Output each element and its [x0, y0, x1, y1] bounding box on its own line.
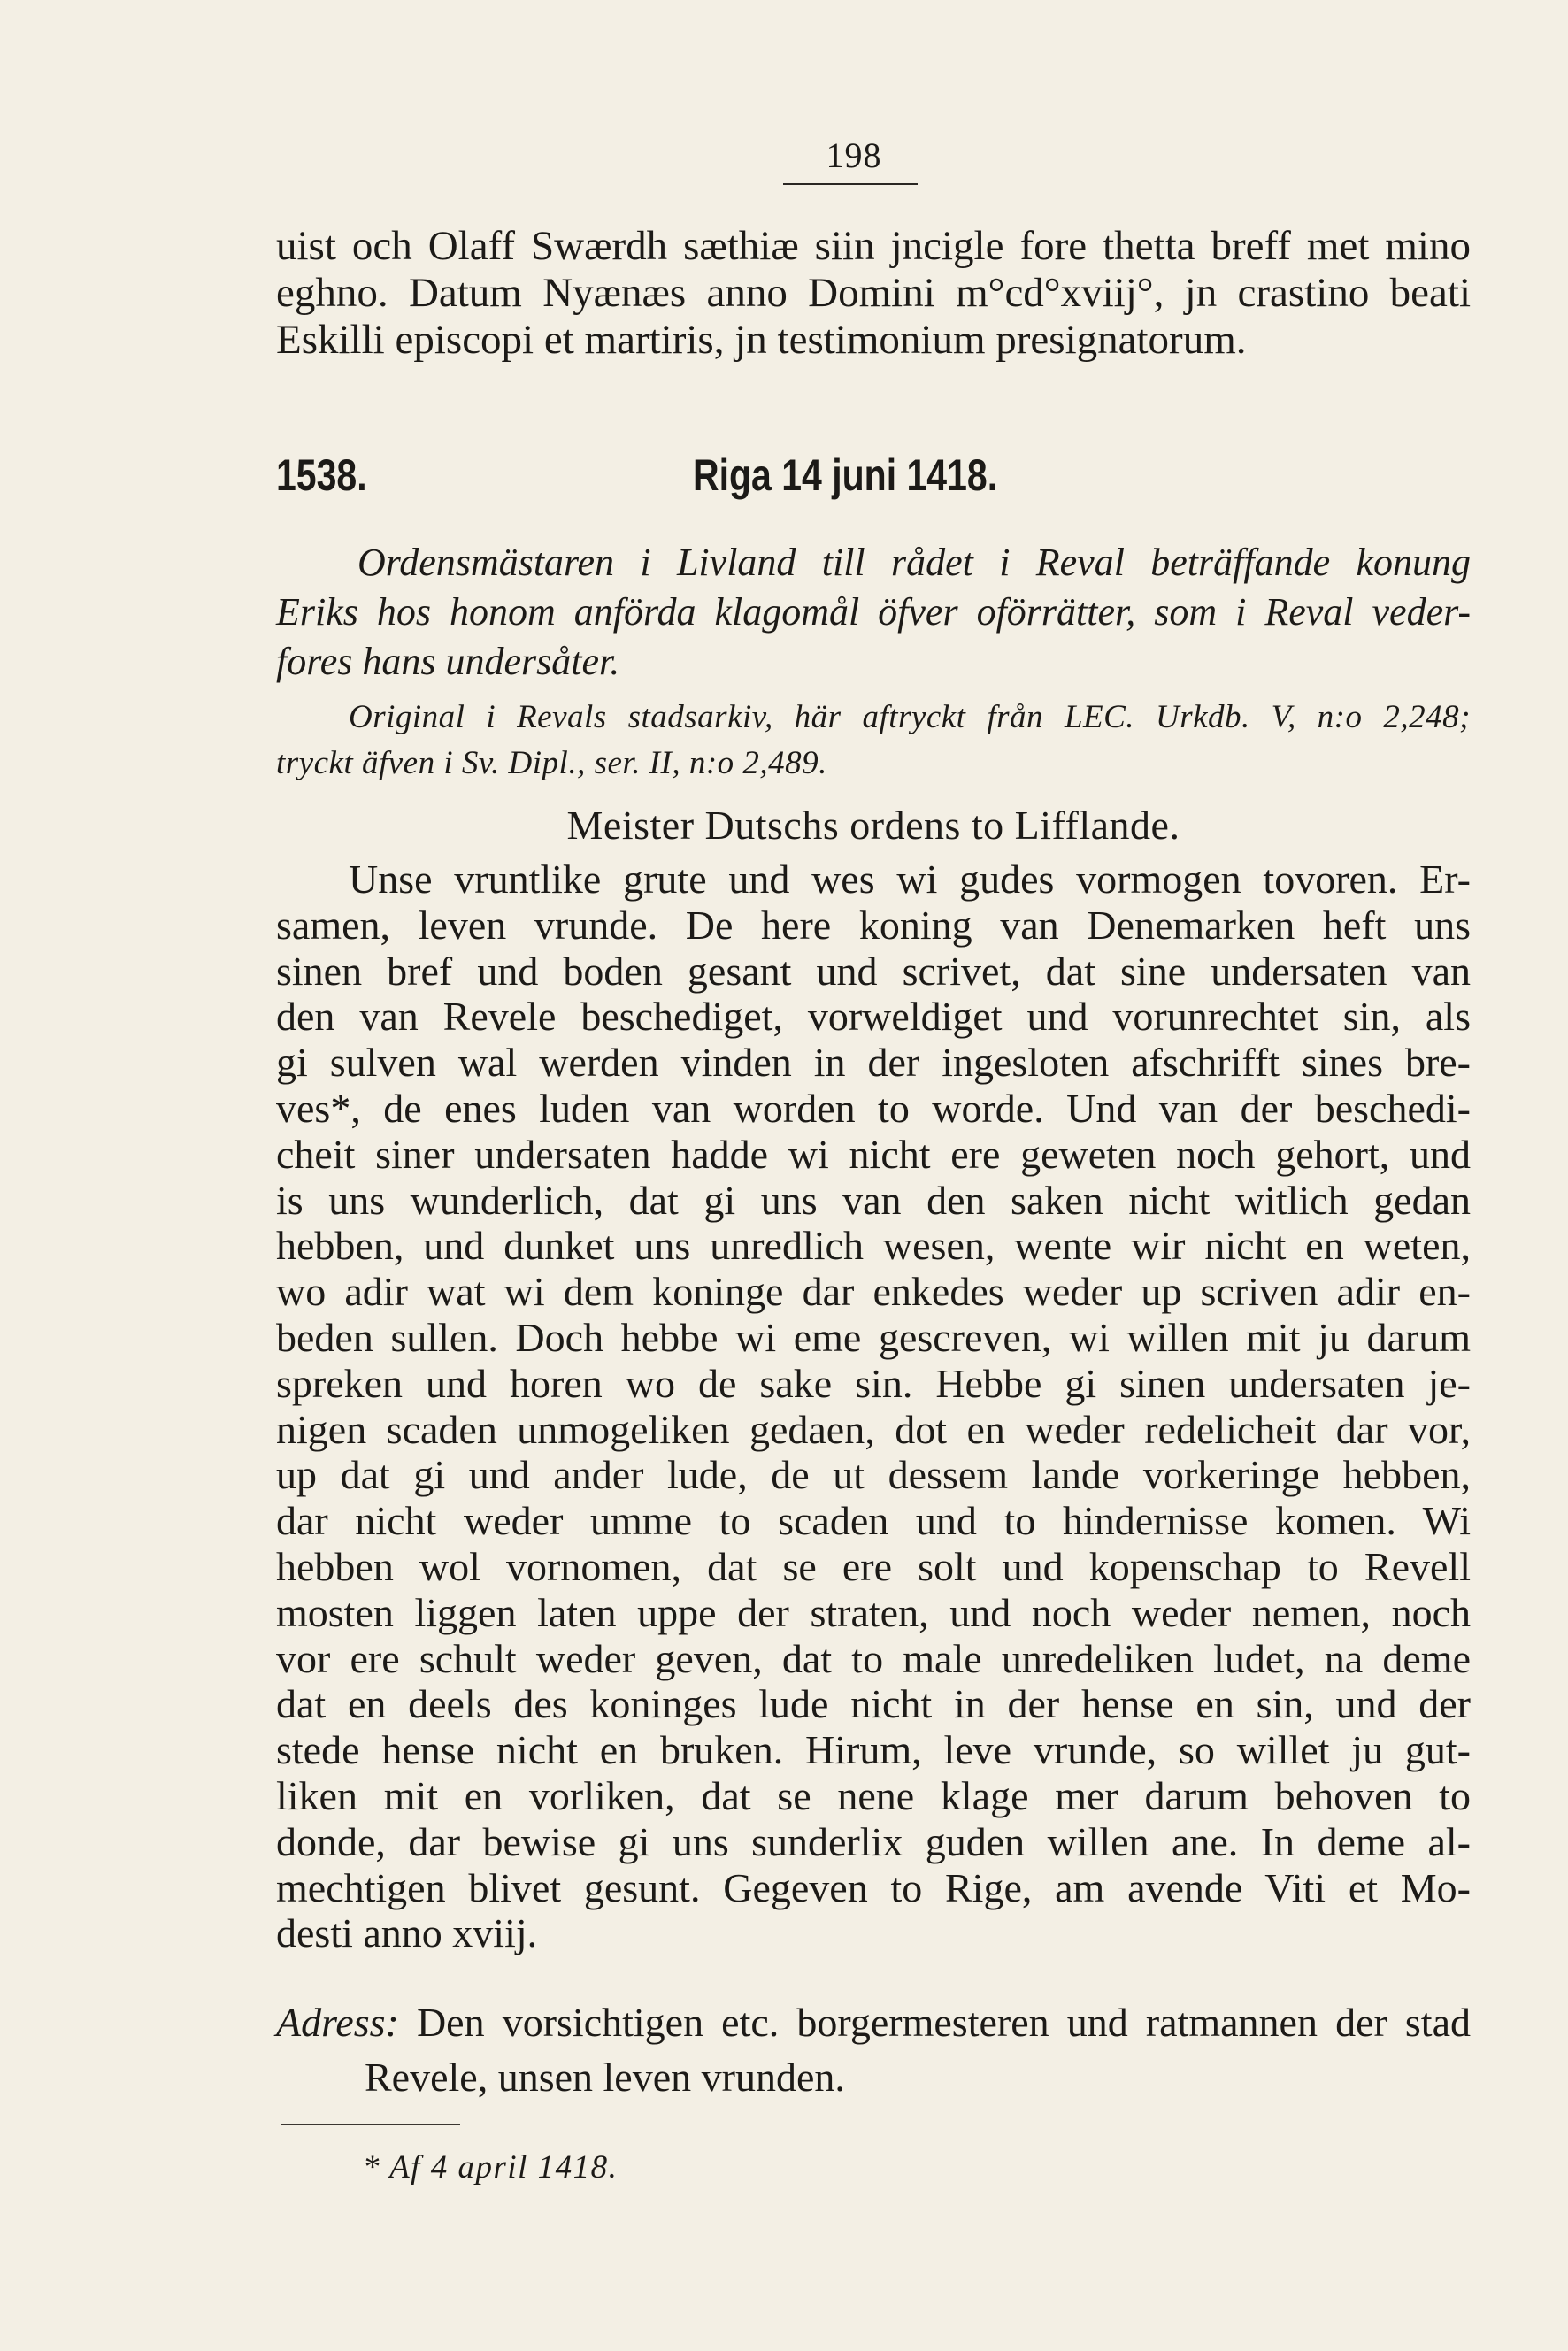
document-place-date: Riga 14 juni 1418. [693, 450, 998, 500]
continuation-line: eghno. Datum Nyænæs anno Domini m°cd°xviij°, jn crastino beati [276, 270, 1471, 316]
letter-line: gi sulven wal werden vinden in der ingesloten afschrifft sines bre- [276, 1040, 1471, 1086]
footnote-divider [281, 2124, 460, 2125]
summary-line: Eriks hos honom anförda klagomål öfver oförrätter, som i Reval veder- [276, 590, 1471, 634]
letter-line: ves*, de enes luden van worden to worde. Und van der beschedi- [276, 1085, 1471, 1131]
letter-line: dar nicht weder umme to scaden und to hindernisse komen. Wi [276, 1498, 1471, 1544]
letter-line: hebben, und dunket uns unredlich wesen, wente wir nicht en weten, [276, 1223, 1471, 1269]
letter-line: nigen scaden unmogeliken gedaen, dot en weder redelicheit dar vor, [276, 1406, 1471, 1452]
summary-line: Ordensmästaren i Livland till rådet i Reval beträffande konung [357, 541, 1471, 584]
letter-line: is uns wunderlich, dat gi uns van den saken nicht witlich gedan [276, 1177, 1471, 1223]
letter-line: dat en deels des koninges lude nicht in der hense en sin, und der [276, 1681, 1471, 1727]
page-number: 198 [826, 135, 882, 175]
address-label: Adress: [276, 2000, 399, 2045]
letter-line: den van Revele beschediget, vorweldiget und vorunrechtet sin, als [276, 994, 1471, 1040]
continuation-line: Eskilli episcopi et martiris, jn testimonium presignatorum. [276, 317, 1247, 363]
continuation-text [276, 223, 1471, 364]
continuation-line: uist och Olaff Swærdh sæthiæ siin jncigle fore thetta breff met mino [276, 223, 1471, 269]
letter-line: stede hense nicht en bruken. Hirum, leve vrunde, so willet ju gut- [276, 1727, 1471, 1773]
page-number-underline [783, 183, 918, 185]
address-line [276, 1995, 1471, 2050]
letter-line: hebben wol vornomen, dat se ere solt und kopenschap to Revell [276, 1543, 1471, 1589]
letter-line: wo adir wat wi dem koninge dar enkedes weder up scriven adir en- [276, 1269, 1471, 1315]
letter-line: liken mit en vorliken, dat se nene klage mer darum behoven to [276, 1772, 1471, 1818]
letter-line: sinen bref und boden gesant und scrivet, dat sine undersaten van [276, 948, 1471, 994]
source-note [276, 695, 1471, 787]
letter-line: mosten liggen laten uppe der straten, und noch weder nemen, noch [276, 1589, 1471, 1635]
footnote: * Af 4 april 1418. [363, 2149, 619, 2186]
source-line: Original i Revals stadsarkiv, här aftryckt från LEC. Urkdb. V, n:o 2,248; [349, 699, 1471, 735]
letter-line: mechtigen blivet gesunt. Gegeven to Rige, am avende Viti et Mo- [276, 1864, 1471, 1910]
letter-line: vor ere schult weder geven, dat to male unredeliken ludet, na deme [276, 1635, 1471, 1681]
letter-line: spreken und horen wo de sake sin. Hebbe gi sinen undersaten je- [276, 1360, 1471, 1406]
summary-line: fores hans undersåter. [276, 640, 620, 683]
address-text: Den vorsichtigen etc. borgermesteren und ratmannen der stad [416, 2000, 1471, 2045]
document-summary [276, 538, 1471, 687]
letter-address [276, 1995, 1471, 2105]
source-line: tryckt äfven i Sv. Dipl., ser. II, n:o 2,489. [276, 745, 827, 781]
letter-line: donde, dar bewise gi uns sunderlix guden willen ane. In deme al- [276, 1818, 1471, 1864]
letter-body [276, 857, 1471, 1956]
letter-line: Unse vruntlike grute und wes wi gudes vormogen tovoren. Er- [349, 857, 1471, 902]
letter-line: up dat gi und ander lude, de ut dessem lande vorkeringe hebben, [276, 1452, 1471, 1498]
letter-line: beden sullen. Doch hebbe wi eme gescreven, wi willen mit ju darum [276, 1314, 1471, 1360]
letter-sender: Meister Dutschs ordens to Lifflande. [566, 803, 1180, 848]
letter-line: desti anno xviij. [276, 1910, 538, 1956]
letter-line: cheit siner undersaten hadde wi nicht ere geweten noch gehort, und [276, 1131, 1471, 1177]
letter-line: samen, leven vrunde. De here koning van Denemarken heft uns [276, 902, 1471, 948]
document-number: 1538. [276, 450, 367, 500]
address-line: Revele, unsen leven vrunden. [365, 2055, 845, 2100]
